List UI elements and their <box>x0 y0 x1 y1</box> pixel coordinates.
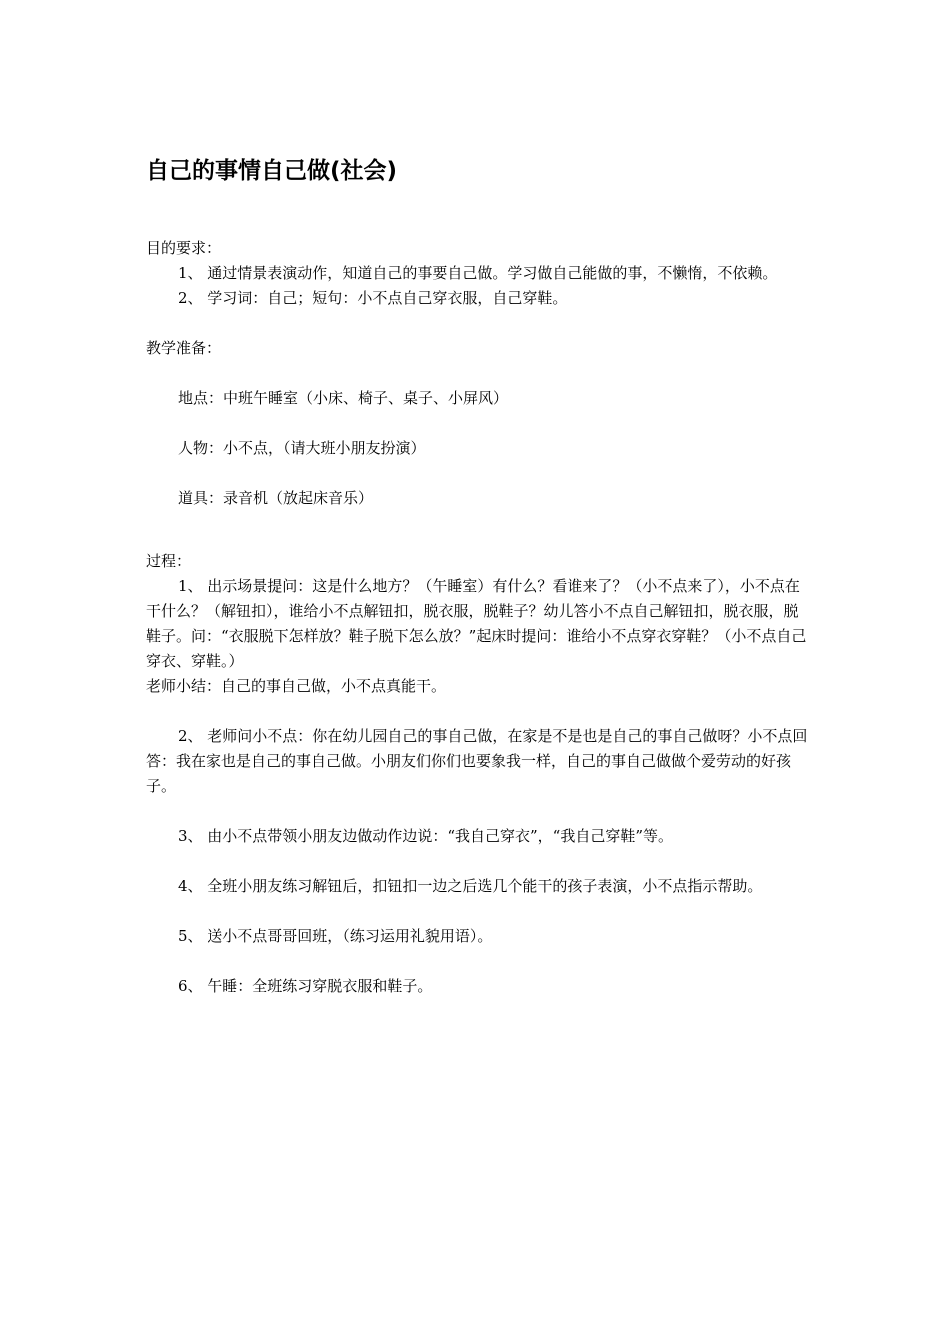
objective-item-1: 1、 通过情景表演动作，知道自己的事要自己做。学习做自己能做的事，不懒惰，不依赖。 <box>178 264 778 282</box>
document-title: 自己的事情自己做(社会) <box>146 158 398 184</box>
preparation-characters: 人物：小不点，（请大班小朋友扮演） <box>178 439 426 457</box>
objective-item-2: 2、 学习词：自己；短句：小不点自己穿衣服，自己穿鞋。 <box>178 289 568 307</box>
process-step-4: 4、 全班小朋友练习解钮后，扣钮扣一边之后选几个能干的孩子表演，小不点指示帮助。 <box>178 877 763 895</box>
process-step-5: 5、 送小不点哥哥回班，（练习运用礼貌用语）。 <box>178 927 493 945</box>
process-step-3: 3、 由小不点带领小朋友边做动作边说：“我自己穿衣”，“我自己穿鞋”等。 <box>178 827 673 845</box>
spacer <box>146 461 812 486</box>
spacer <box>146 411 812 436</box>
spacer <box>146 511 812 549</box>
spacer <box>146 849 812 874</box>
spacer <box>146 799 812 824</box>
process-heading: 过程： <box>146 552 192 570</box>
spacer <box>146 899 812 924</box>
spacer <box>146 361 812 386</box>
process-step-6: 6、 午睡：全班练习穿脱衣服和鞋子。 <box>178 977 433 995</box>
process-summary: 老师小结：自己的事自己做，小不点真能干。 <box>146 677 447 695</box>
spacer <box>146 699 812 724</box>
spacer <box>146 949 812 974</box>
spacer <box>146 311 812 336</box>
document-body <box>146 236 812 999</box>
process-step-1: 1、 出示场景提问：这是什么地方？（午睡室）有什么？看谁来了？（小不点来了），小不点在干什么？（解钮扣），谁给小不点解钮扣，脱衣服，脱鞋子？幼儿答小不点自己解钮扣，脱衣服，脱鞋子。问：“衣服脱下怎样放？鞋子脱下怎么放？”起床时提问：谁给小不点穿衣穿鞋？（小不点自己穿衣、穿鞋。） <box>146 577 807 670</box>
objectives-heading: 目的要求： <box>146 239 222 257</box>
process-step-2: 2、 老师问小不点：你在幼儿园自己的事自己做，在家是不是也是自己的事自己做呀？小不点回答：我在家也是自己的事自己做。小朋友们你们也要象我一样，自己的事自己做做个爱劳动的好孩子。 <box>146 727 808 795</box>
preparation-props: 道具：录音机（放起床音乐） <box>178 489 374 507</box>
preparation-location: 地点：中班午睡室（小床、椅子、桌子、小屏风） <box>178 389 509 407</box>
preparation-heading: 教学准备： <box>146 339 222 357</box>
